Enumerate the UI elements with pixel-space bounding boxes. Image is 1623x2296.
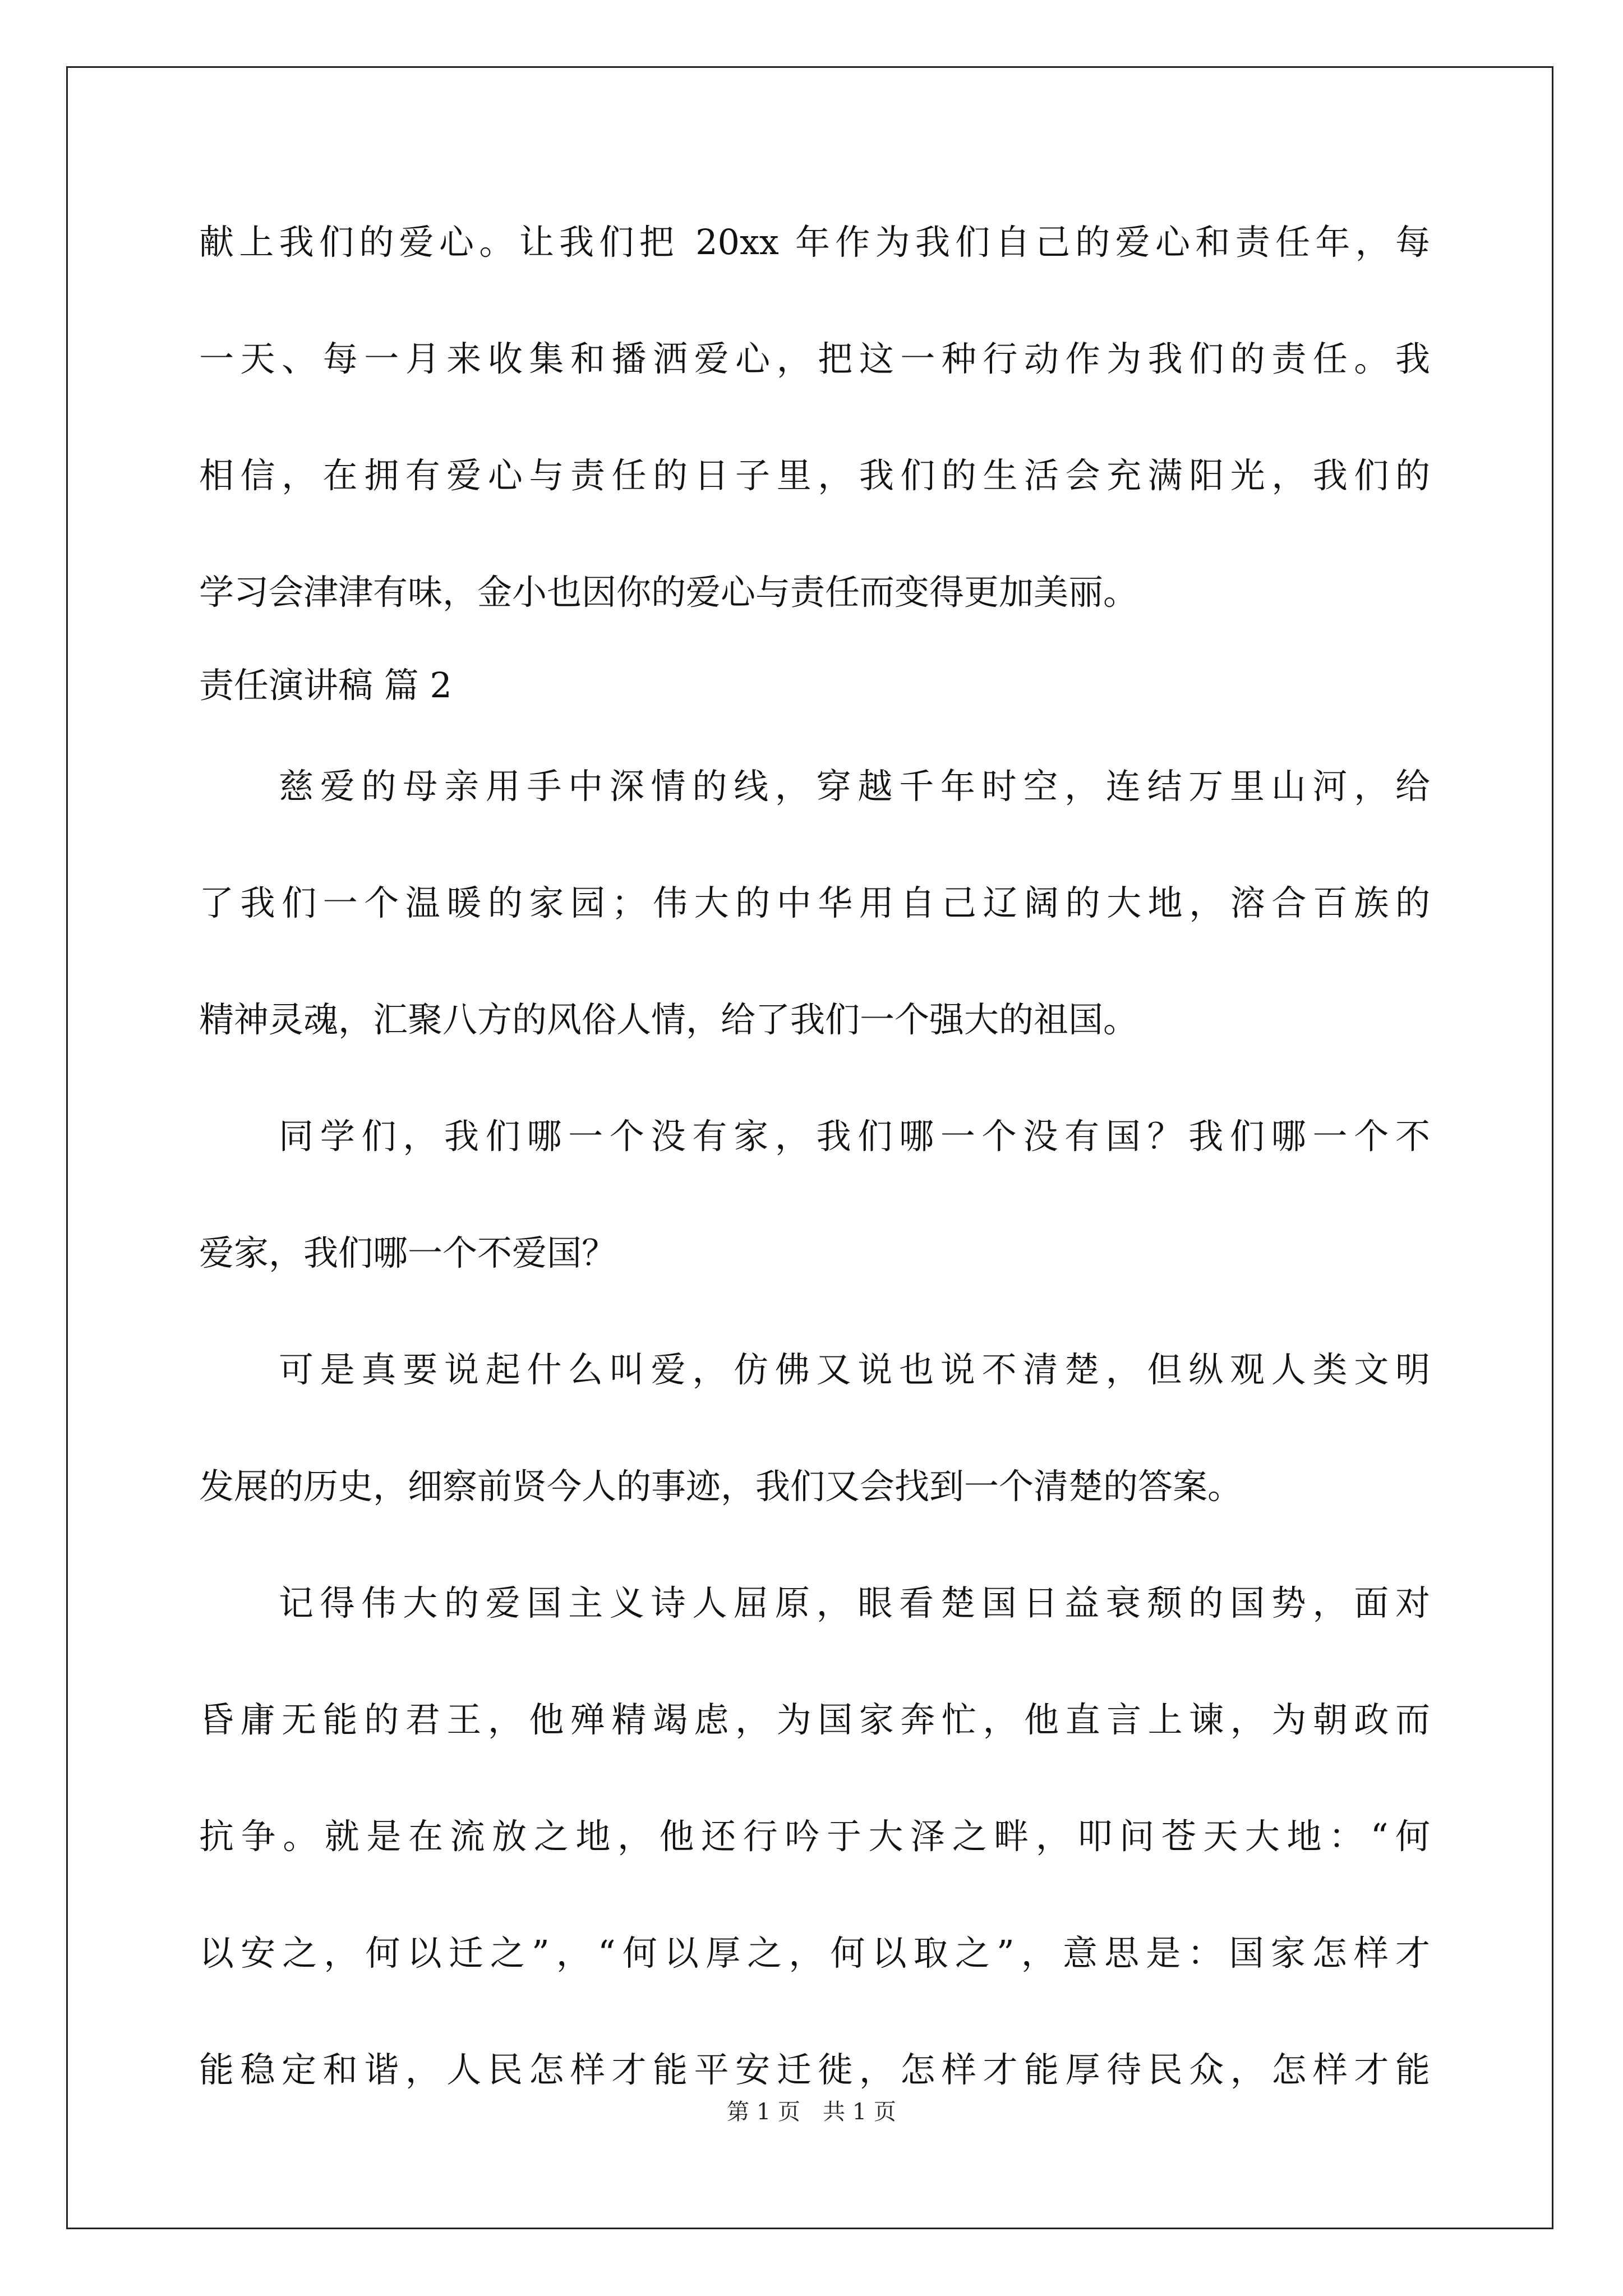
text-line: 精神灵魂，汇聚八方的风俗人情，给了我们一个强大的祖国。	[199, 999, 1138, 1040]
page-footer: 第 1 页 共 1 页	[727, 2099, 896, 2125]
text-line: 相信，在拥有爱心与责任的日子里，我们的生活会充满阳光，我们的	[199, 455, 1430, 496]
text-line: 可是真要说起什么叫爱，仿佛又说也说不清楚，但纵观人类文明	[279, 1349, 1430, 1390]
text-line: 了我们一个温暖的家园；伟大的中华用自己辽阔的大地，溶合百族的	[199, 882, 1430, 923]
text-line: 学习会津津有味，金小也因你的爱心与责任而变得更加美丽。	[199, 572, 1138, 613]
text-line: 能稳定和谐，人民怎样才能平安迁徙，怎样才能厚待民众，怎样才能	[199, 2049, 1430, 2090]
text-line: 发展的历史，细察前贤今人的事迹，我们又会找到一个清楚的答案。	[199, 1466, 1243, 1507]
text-line: 以安之，何以迁之”，“何以厚之，何以取之”，意思是：国家怎样才	[199, 1932, 1430, 1973]
text-line: 同学们，我们哪一个没有家，我们哪一个没有国？我们哪一个不	[279, 1116, 1430, 1157]
text-line: 献上我们的爱心。让我们把 20xx 年作为我们自己的爱心和责任年，每	[199, 222, 1430, 263]
text-line: 记得伟大的爱国主义诗人屈原，眼看楚国日益衰颓的国势，面对	[279, 1582, 1430, 1623]
section-heading: 责任演讲稿 篇 2	[199, 665, 452, 706]
text-line: 爱家，我们哪一个不爱国？	[199, 1232, 617, 1273]
text-line: 一天、每一月来收集和播洒爱心，把这一种行动作为我们的责任。我	[199, 338, 1430, 379]
text-line: 抗争。就是在流放之地，他还行吟于大泽之畔，叩问苍天大地：“何	[199, 1816, 1430, 1857]
text-line: 昏庸无能的君王，他殚精竭虑，为国家奔忙，他直言上谏，为朝政而	[199, 1699, 1430, 1740]
text-line: 慈爱的母亲用手中深情的线，穿越千年时空，连结万里山河，给	[279, 766, 1430, 807]
